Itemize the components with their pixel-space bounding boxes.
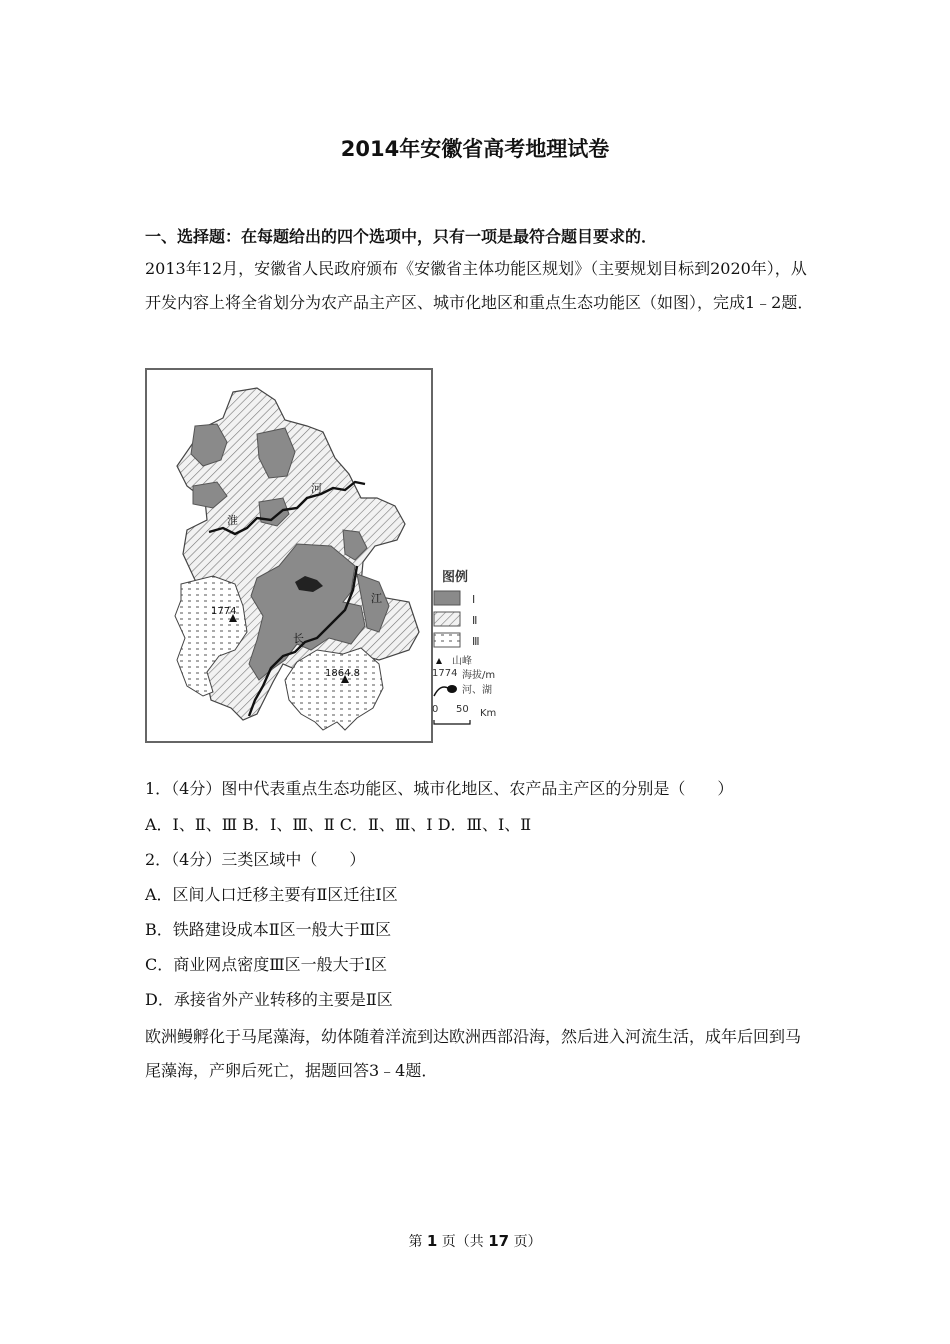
legend-peak-label-1: 山峰 (452, 656, 472, 667)
map-legend (432, 566, 512, 726)
legend-peak-icon (436, 658, 442, 664)
question-2-option-c: C．商业网点密度Ⅲ区一般大于Ⅰ区 (145, 955, 387, 974)
anhui-zoning-map (145, 368, 433, 743)
zone-3-south (285, 648, 383, 730)
question-2-option-d: D．承接省外产业转移的主要是Ⅱ区 (145, 990, 393, 1009)
river-chang-label-2: 江 (371, 592, 382, 605)
legend-peak-label-2: 海拔/m (462, 670, 496, 681)
footer-prefix: 第 (408, 1234, 423, 1250)
legend-swatch-zone-1 (434, 591, 460, 605)
legend-lake-icon (447, 685, 457, 693)
section-heading: 一、选择题：在每题给出的四个选项中，只有一项是最符合题目要求的． (145, 227, 658, 246)
legend-title: 图例 (442, 570, 469, 585)
map-svg (147, 370, 431, 741)
intro-questions-1-2: 2013年12月，安徽省人民政府颁布《安徽省主体功能区规划》（主要规划目标到2020年），从开发内容上将全省划分为农产品主产区、城市化地区和重点生态功能区（如图），完成1﹣2题． (145, 259, 814, 312)
footer-total-pages: 17 (488, 1232, 510, 1250)
river-chang-label-1: 长 (293, 632, 304, 645)
legend-river-label: 河、湖 (462, 685, 492, 696)
legend-peak-value: 1774 (432, 668, 458, 679)
river-huai-label-1: 淮 (227, 514, 238, 527)
legend-scale-bar (434, 720, 470, 724)
legend-scale-50: 50 (456, 704, 469, 715)
legend-label-zone-1: Ⅰ (472, 593, 476, 606)
page-title: 2014年安徽省高考地理试卷 (340, 137, 610, 161)
legend-scale-0: 0 (432, 704, 439, 715)
legend-scale-unit: Km (480, 708, 497, 719)
footer-suffix: 页） (513, 1234, 542, 1250)
legend-svg (432, 566, 512, 726)
question-2-stem: 2．（4分）三类区域中（ ） (145, 850, 366, 869)
question-1-stem: 1．（4分）图中代表重点生态功能区、城市化地区、农产品主产区的分别是（ ） (145, 779, 734, 798)
legend-label-zone-2: Ⅱ (472, 614, 478, 627)
page-footer (0, 1231, 950, 1251)
peak-label-1864: 1864.8 (325, 668, 360, 679)
intro-questions-3-4: 欧洲鳗孵化于马尾藻海，幼体随着洋流到达欧洲西部沿海，然后进入河流生活，成年后回到马尾藻海，产卵后死亡，据题回答3﹣4题． (145, 1027, 802, 1080)
peak-label-1774: 1774 (211, 606, 237, 617)
question-2-option-a: A．区间人口迁移主要有Ⅱ区迁往Ⅰ区 (145, 885, 398, 904)
footer-page-number: 1 (426, 1232, 438, 1250)
legend-swatch-zone-2 (434, 612, 460, 626)
river-huai-label-2: 河 (311, 482, 322, 495)
legend-swatch-zone-3 (434, 633, 460, 647)
question-1-options: A．Ⅰ、Ⅱ、Ⅲ B．Ⅰ、Ⅲ、Ⅱ C．Ⅱ、Ⅲ、Ⅰ D．Ⅲ、Ⅰ、Ⅱ (145, 815, 532, 834)
legend-label-zone-3: Ⅲ (472, 635, 480, 648)
question-2-option-b: B．铁路建设成本Ⅱ区一般大于Ⅲ区 (145, 920, 392, 939)
footer-middle: 页（共 (441, 1234, 484, 1250)
legend-river-icon (434, 687, 448, 696)
